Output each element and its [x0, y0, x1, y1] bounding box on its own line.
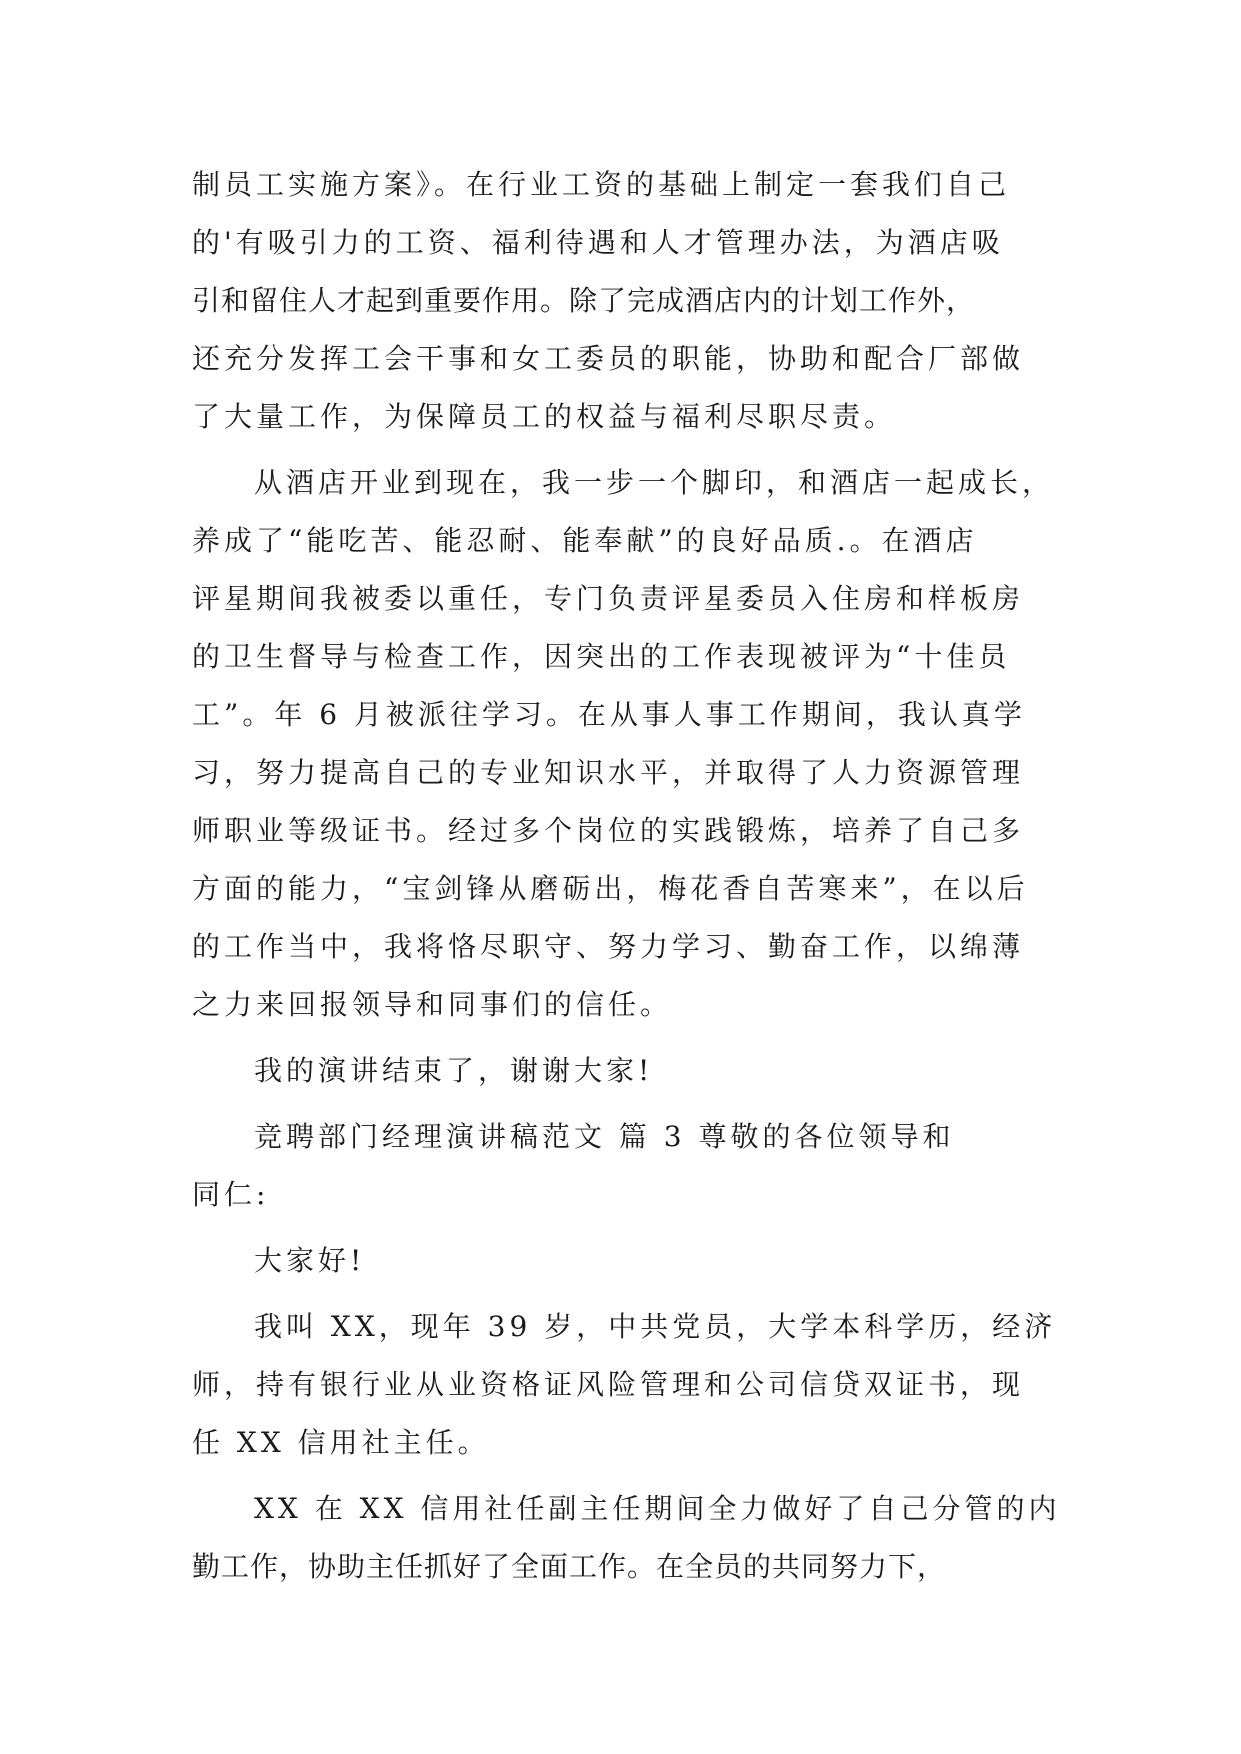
text-line: 的工作当中，我将恪尽职守、努力学习、勤奋工作，以绵薄	[192, 930, 1025, 963]
text-line: 从酒店开业到现在，我一步一个脚印，和酒店一起成长，	[254, 466, 1055, 499]
text-line: 之力来回报领导和同事们的信任。	[192, 988, 673, 1021]
text-line: 的卫生督导与检查工作，因突出的工作表现被评为“十佳员	[192, 640, 1011, 673]
text-line: 我的演讲结束了，谢谢大家!	[254, 1054, 654, 1087]
text-line: 师职业等级证书。经过多个岗位的实践锻炼，培养了自己多	[192, 814, 1025, 847]
text-line: 我叫 XX，现年 39 岁，中共党员，大学本科学历，经济	[254, 1310, 1057, 1343]
text-line: 师，持有银行业从业资格证风险管理和公司信贷双证书，现	[192, 1368, 1025, 1401]
text-line: 方面的能力，“宝剑锋从磨砺出，梅花香自苦寒来”，在以后	[192, 872, 1029, 905]
text-line: 大家好!	[254, 1244, 366, 1277]
text-line: 竞聘部门经理演讲稿范文 篇 3 尊敬的各位领导和	[254, 1120, 955, 1153]
text-line: 评星期间我被委以重任，专门负责评星委员入住房和样板房	[192, 582, 1025, 615]
text-line: 的'有吸引力的工资、福利待遇和人才管理办法，为酒店吸	[192, 226, 1004, 259]
text-line: 习，努力提高自己的专业知识水平，并取得了人力资源管理	[192, 756, 1025, 789]
document-body	[192, 156, 1072, 1596]
text-line: 养成了“能吃苦、能忍耐、能奉献”的良好品质.。在酒店	[192, 524, 978, 557]
text-line: 制员工实施方案》。在行业工资的基础上制定一套我们自己	[192, 168, 1011, 201]
text-line: 同仁:	[192, 1178, 270, 1211]
text-line: 工”。年 6 月被派往学习。在从事人事工作期间，我认真学	[192, 698, 1026, 731]
text-line: XX 在 XX 信用社任副主任期间全力做好了自己分管的内	[254, 1492, 1061, 1525]
text-line: 勤工作，协助主任抓好了全面工作。在全员的共同努力下，	[192, 1550, 947, 1583]
text-line: 还充分发挥工会干事和女工委员的职能，协助和配合厂部做	[192, 342, 1025, 375]
text-line: 任 XX 信用社主任。	[192, 1426, 490, 1459]
text-line: 引和留住人才起到重要作用。除了完成酒店内的计划工作外，	[192, 284, 976, 317]
text-line: 了大量工作，为保障员工的权益与福利尽职尽责。	[192, 400, 897, 433]
